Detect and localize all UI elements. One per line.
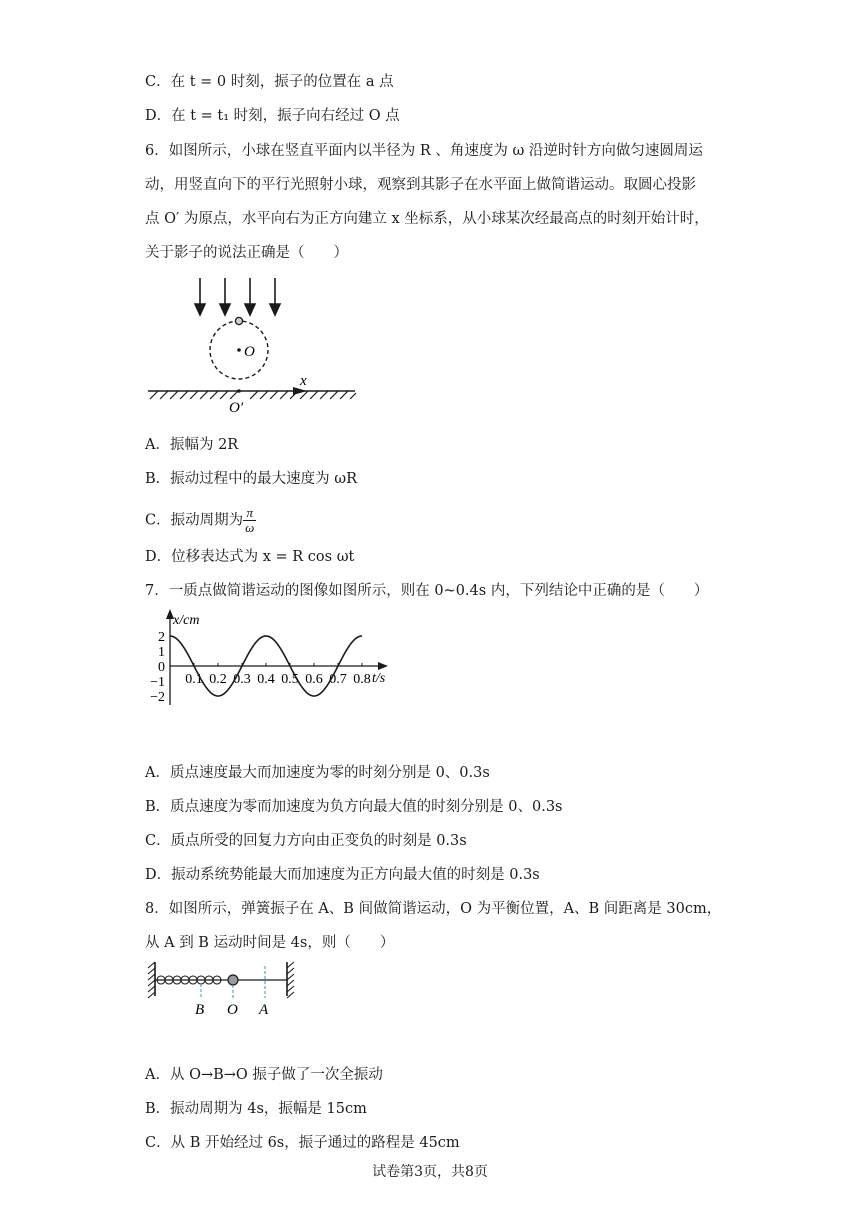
fraction-numerator: π bbox=[243, 506, 256, 521]
q6-stem-line-4: 关于影子的说法正确是（ ） bbox=[145, 245, 348, 261]
y-tick-label: −1 bbox=[150, 675, 165, 690]
q8-stem-line-1: 8．如图所示，弹簧振子在 A、B 间做简谐运动，O 为平衡位置，A、B 间距离是 30cm， bbox=[145, 901, 722, 917]
q7-option-a: A．质点速度最大而加速度为零的时刻分别是 0、0.3s bbox=[145, 765, 490, 781]
period-fraction bbox=[243, 506, 256, 535]
label-b: B bbox=[195, 1002, 205, 1018]
q6-option-c-text: C．振动周期为 bbox=[145, 512, 244, 529]
left-wall-hatching bbox=[148, 962, 155, 998]
q6-option-c bbox=[145, 506, 256, 535]
q5-option-c: C．在 t = 0 时刻，振子的位置在 a 点 bbox=[145, 74, 394, 90]
x-tick-label: 0.5 bbox=[281, 672, 299, 687]
origin-dot bbox=[237, 389, 241, 393]
q6-option-b: B．振动过程中的最大速度为 ωR bbox=[145, 471, 358, 487]
q8-stem-line-2: 从 A 到 B 运动时间是 4s，则（ ） bbox=[145, 935, 395, 951]
q7-option-c: C．质点所受的回复力方向由正变负的时刻是 0.3s bbox=[145, 833, 467, 849]
q6-circle-shadow-figure bbox=[145, 270, 360, 415]
ground-hatching bbox=[150, 391, 356, 399]
q6-option-d: D．位移表达式为 x = R cos ωt bbox=[145, 549, 355, 565]
ball bbox=[235, 317, 242, 324]
q5-option-d: D．在 t = t₁ 时刻，振子向右经过 O 点 bbox=[145, 108, 400, 124]
y-tick-label: −2 bbox=[150, 690, 165, 705]
label-a: A bbox=[259, 1002, 269, 1018]
x-axis-label: x bbox=[300, 373, 307, 389]
oscillator-ball bbox=[228, 975, 238, 985]
q7-option-d: D．振动系统势能最大而加速度为正方向最大值的时刻是 0.3s bbox=[145, 867, 540, 883]
x-tick-label: 0.8 bbox=[353, 672, 371, 687]
q7-option-b: B．质点速度为零而加速度为负方向最大值的时刻分别是 0、0.3s bbox=[145, 799, 563, 815]
q8-spring-oscillator-figure bbox=[145, 958, 305, 1020]
q6-stem-line-3: 点 O′ 为原点，水平向右为正方向建立 x 坐标系，从小球某次经最高点的时刻开始计时， bbox=[145, 211, 709, 227]
x-tick-label: 0.7 bbox=[329, 672, 347, 687]
fraction-denominator: ω bbox=[245, 520, 255, 535]
x-tick-label: 0.6 bbox=[305, 672, 323, 687]
page-footer: 试卷第3页，共8页 bbox=[372, 1164, 488, 1180]
center-label: O bbox=[244, 344, 255, 360]
x-tick-label: 0.4 bbox=[257, 672, 275, 687]
q6-stem-line-2: 动，用竖直向下的平行光照射小球，观察到其影子在水平面上做简谐运动。取圆心投影 bbox=[145, 177, 696, 193]
y-tick-label: 1 bbox=[158, 645, 165, 660]
y-tick-label: 0 bbox=[158, 660, 165, 675]
q7-displacement-time-chart bbox=[140, 605, 400, 715]
right-wall-hatching bbox=[287, 962, 294, 998]
q8-option-b: B．振动周期为 4s，振幅是 15cm bbox=[145, 1101, 367, 1117]
q6-option-a: A．振幅为 2R bbox=[145, 437, 239, 453]
x-tick-label: 0.2 bbox=[209, 672, 227, 687]
q8-option-a: A．从 O→B→O 振子做了一次全振动 bbox=[145, 1067, 383, 1083]
y-tick-label: 2 bbox=[158, 630, 165, 645]
x-tick-label: 0.3 bbox=[233, 672, 251, 687]
q6-stem-line-1: 6．如图所示，小球在竖直平面内以半径为 R 、角速度为 ω 沿逆时针方向做匀速圆周运 bbox=[145, 143, 703, 159]
x-axis-arrow bbox=[378, 662, 388, 670]
y-axis-label: x/cm bbox=[173, 613, 200, 628]
q8-option-c: C．从 B 开始经过 6s，振子通过的路程是 45cm bbox=[145, 1135, 460, 1151]
x-tick-label: 0.1 bbox=[185, 672, 203, 687]
light-arrows bbox=[195, 278, 280, 315]
center-dot bbox=[237, 348, 241, 352]
q7-stem: 7．一质点做简谐运动的图像如图所示，则在 0~0.4s 内，下列结论中正确的是（ ） bbox=[145, 583, 709, 599]
label-o: O bbox=[227, 1002, 238, 1018]
origin-label: O′ bbox=[229, 400, 244, 415]
x-axis-label: t/s bbox=[372, 671, 386, 686]
